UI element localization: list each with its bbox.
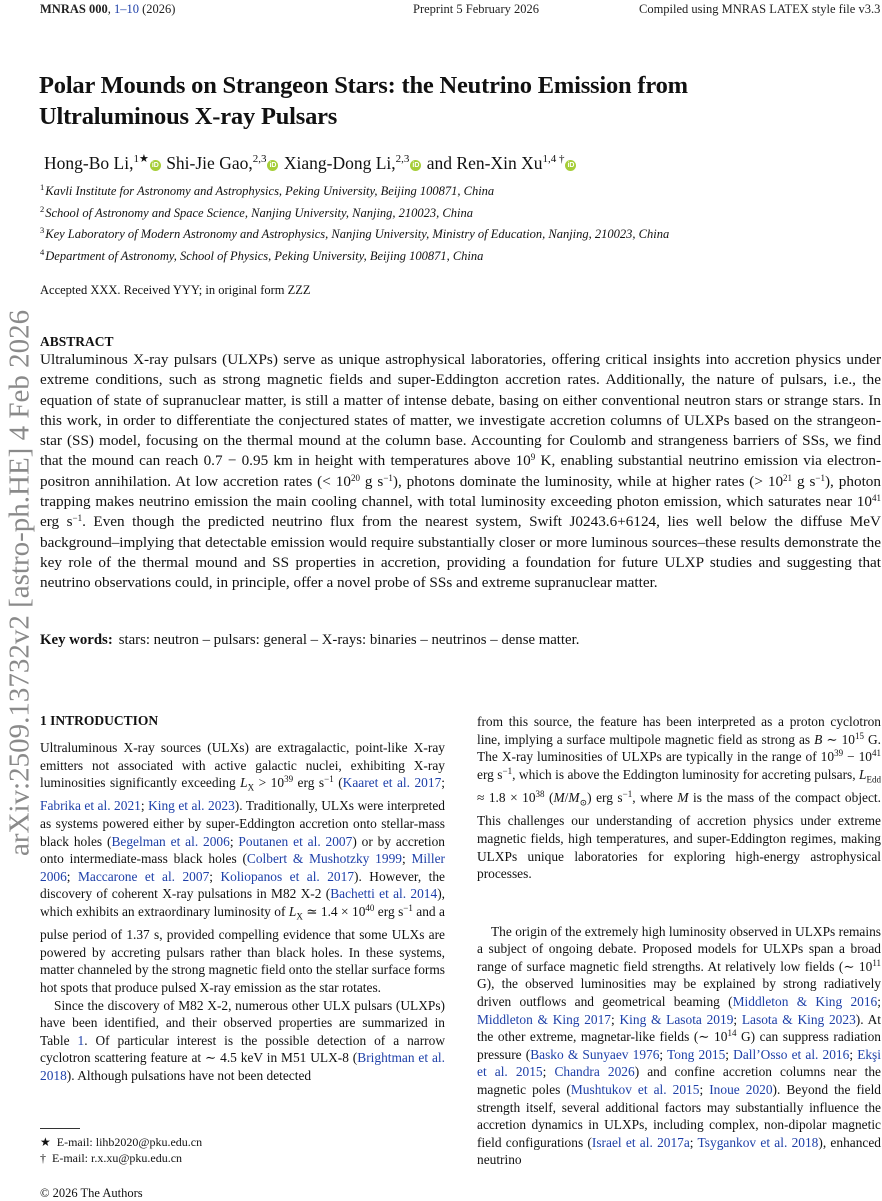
author: Xiang-Dong Li,$^{2,3}$iD [283,153,420,173]
table-link[interactable]: 1 [77,1032,85,1048]
citation-link[interactable]: Bachetti et al. 2014 [330,886,438,902]
author-list [44,152,577,174]
abstract-text: Ultraluminous X-ray pulsars (ULXPs) serve as unique astrophysical laboratories, offering critical insights into accretion physics under extreme conditions, such as strong magnetic fields and super-Eddington accretion rates. Additionally, the nature of pulsars, i.e., the equation of state of supranuclear matter, is still a matter of intense debate, basing on either conventional neutron stars or strange stars. In this work, in order to differentiate the conjectured states of matter, we investigate accretion columns of ULXPs based on the strangeon-star (SS) model, focusing on the thermal mound at the column base. Accounting for Coulomb and strangeness barriers of SSs, we find that the mound can reach 0.7 − 0.95 km in height with temperatures above $10^9$ K, enabling substantial neutrino emission via electron-positron annihilation. At low accretion rates (< $10^{20}$ g $s^{-1}$), photons dominate the luminosity, while at higher rates (> $10^{21}$ g $s^{-1}$), photon trapping makes neutrino emission the main cooling channel, with total luminosity exceeding photon emission, which saturates near $10^{41}$ erg $s^{-1}$. Even though the predicted neutrino flux from the nearest system, Swift J0243.6+6124, lies well below the diffuse MeV background–implying that detectable emission would require substantially closer or more luminous sources–these results demonstrate the key role of the thermal mound and SS properties in accretion, providing a foundation for future ULXP studies and suggesting that neutrino observations could, in principle, offer a novel probe of SSs and extreme supranuclear matter. [40,351,882,592]
footnote: ★ E-mail: lihb2020@pku.edu.cn [40,1135,203,1149]
paper-title: Polar Mounds on Strangeon Stars: the Neutrino Emission from Ultraluminous X-ray Pulsars [39,72,688,130]
citation-link[interactable]: Kaaret et al. 2017 [342,775,442,791]
citation-link[interactable]: Middleton & King 2017 [477,1011,612,1027]
citation-link[interactable]: Basko & Sunyaev 1976 [530,1046,660,1062]
paragraph: from this source, the feature has been interpreted as a proton cyclotron line, implying a surface multipole magnetic field as strong as B ∼ $10^{15}$ G. The X-ray luminosities of ULXPs are typically in the range of $10^{39} - 10^{41}$ erg $s^{-1}$, which is above the Eddington luminosity for accreting pulsars, $L_{Edd} \approx 1.8 \times 10^{38}$ $(M/M_⊙)$ erg $s^{-1}$, where M is the mass of the compact object. This challenges our understanding of accretion physics under extreme magnetic fields, high temperatures, and super-Eddington regimes, making ULXPs unique laboratories for exploring high-energy astrophysical processes. [477,714,881,882]
citation-link[interactable]: Brightman et al. 2018 [40,1050,446,1084]
citation-link[interactable]: Poutanen et al. 2007 [238,833,353,849]
citation-link[interactable]: Lasota & King 2023 [741,1011,856,1027]
citation-link[interactable]: Begelman et al. 2006 [111,833,230,849]
section-heading: 1 INTRODUCTION [40,713,159,728]
copyright: © 2026 The Authors [40,1186,143,1200]
journal-citation: MNRAS 000, 1–10 (2026) [40,2,176,16]
citation-link[interactable]: Koliopanos et al. 2017 [220,868,355,884]
orcid-icon[interactable]: iD [567,162,575,169]
citation-link[interactable]: King & Lasota 2019 [619,1011,734,1027]
paragraph: Since the discovery of M82 X-2, numerous other ULX pulsars (ULXPs) have been identified, and their observed properties are summarized in Table 1. Of particular interest is the possible detection of a narrow cyclotron scattering feature at ∼ 4.5 keV in M51 ULX-8 (Brightman et al. 2018). Although pulsations have not been detected [40,997,446,1084]
pages-link[interactable]: 1–10 [113,2,139,16]
affiliation: $^3$Key Laboratory of Modern Astronomy and Astrophysics, Nanjing University, Ministry of Education, Nanjing, 210023, China [40,225,670,241]
affiliation: $^2$School of Astronomy and Space Science, Nanjing University, Nanjing, 210023, China [40,203,473,220]
affiliation: $^4$Department of Astronomy, School of Physics, Peking University, Beijing 100871, China [40,246,484,263]
author: Shi-Jie Gao,$^{2,3}$iD [166,153,277,173]
orcid-icon[interactable]: iD [269,162,277,169]
accepted-line: Accepted XXX. Received YYY; in original form ZZZ [40,283,311,297]
abstract-heading: ABSTRACT [40,334,114,349]
author: Hong-Bo Li,$^{1★}$iD [44,153,159,173]
citation-link[interactable]: Mushtukov et al. 2015 [570,1082,700,1098]
citation-link[interactable]: Middleton & King 2016 [732,994,878,1010]
right-column [477,713,881,1169]
citation-link[interactable]: Israel et al. 2017a [591,1134,690,1150]
orcid-icon[interactable]: iD [412,162,420,169]
citation-link[interactable]: King et al. 2023 [148,798,235,814]
citation-link[interactable]: Maccarone et al. 2007 [77,868,210,884]
citation-link[interactable]: Tong 2015 [667,1046,726,1062]
affiliations [40,179,669,265]
orcid-icon[interactable]: iD [151,162,159,169]
citation-link[interactable]: Colbert & Mushotzky 1999 [246,851,402,867]
paragraph: Ultraluminous X-ray sources (ULXs) are extragalactic, point-like X-ray emitters not associated with active galactic nuclei, exhibiting X-ray luminosities significantly exceeding $L_X > 10^{39}$ erg $s^{-1}$ (Kaaret et al. 2017; Fabrika et al. 2021; King et al. 2023). Traditionally, ULXs were interpreted as systems powered either by super-Eddington accretion onto stellar-mass black holes (Begelman et al. 2006; Poutanen et al. 2007) or by accretion onto intermediate-mass black holes (Colbert & Mushotzky 1999; Miller 2006; Maccarone et al. 2007; Koliopanos et al. 2017). However, the discovery of coherent X-ray pulsations in M82 X-2 (Bachetti et al. 2014), which exhibits an extraordinary luminosity of $L_X$ ≃ $1.4 \times 10^{40}$ erg $s^{-1}$ and a pulse period of 1.37 s, provided compelling evidence that some ULXs are powered by accreting pulsars rather than black holes. In these systems, matter channeled by the strong magnetic field onto the stellar surface forms hot spots that produce pulsed X-ray emission as the star rotates. [40,740,446,996]
compiled-note: Compiled using MNRAS LATEX style file v3.3 [639,2,881,16]
footnote: † E-mail: r.x.xu@pku.edu.cn [40,1151,183,1165]
footnote-rule [40,1128,80,1129]
keywords: Key words: stars: neutron – pulsars: general – X-rays: binaries – neutrinos – dense matter. [40,632,580,648]
paragraph: The origin of the extremely high luminosity observed in ULXPs remains a subject of ongoing debate. Proposed models for ULXPs span a broad range of surface magnetic field strengths. At relatively low fields (∼ $10^{11}$ G), the observed luminosities may be explained by strong radiatively driven outflows and geometrical beaming (Middleton & King 2016; Middleton & King 2017; King & Lasota 2019; Lasota & King 2023). At the other extreme, magnetar-like fields (∼ $10^{14}$ G) can suppress radiation pressure (Basko & Sunyaev 1976; Tong 2015; Dall’Osso et al. 2016; Ekşi et al. 2015; Chandra 2026) and confine accretion columns near the magnetic poles (Mushtukov et al. 2015; Inoue 2020). Beyond the field strength itself, several additional factors may substantially influence the accretion dynamics in ULXPs, including complex, non-dipolar magnetic field configurations (Israel et al. 2017a; Tsygankov et al. 2018), enhanced neutrino [477,923,881,1168]
citation-link[interactable]: Inoue 2020 [709,1082,773,1098]
preprint-date: Preprint 5 February 2026 [413,2,540,16]
left-column [40,739,445,1085]
arxiv-sidebar: arXiv:2509.13732v2 [astro-ph.HE] 4 Feb 2026 [3,309,36,857]
citation-link[interactable]: Fabrika et al. 2021 [40,798,141,814]
citation-link[interactable]: Dall’Osso et al. 2016 [733,1046,850,1062]
affiliation: $^1$Kavli Institute for Astronomy and Astrophysics, Peking University, Beijing 100871, China [40,182,495,198]
citation-link[interactable]: Chandra 2026 [554,1064,635,1080]
citation-link[interactable]: Ekşi et al. 2015 [477,1046,881,1080]
citation-link[interactable]: Miller 2006 [40,851,445,884]
citation-link[interactable]: Tsygankov et al. 2018 [697,1134,819,1150]
author: and Ren-Xin $Xu^{1,4 \dagger}iD$ [426,153,575,173]
